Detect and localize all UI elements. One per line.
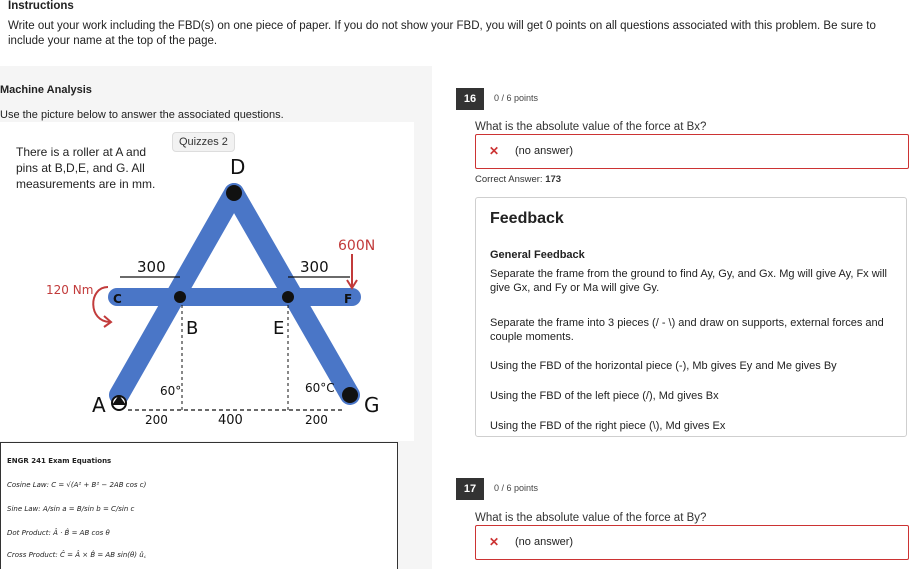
correct-answer-value: 173 xyxy=(545,174,562,185)
correct-answer-label: Correct Answer: xyxy=(475,174,543,185)
label-angle-right: 60°C xyxy=(305,381,335,395)
answer-value: (no answer) xyxy=(515,145,574,157)
question-number: 17 xyxy=(456,478,484,500)
label-dim-400: 400 xyxy=(218,413,243,428)
label-g: G xyxy=(364,393,380,417)
problem-pane[interactable] xyxy=(0,66,432,569)
question-points: 0 / 6 points xyxy=(494,483,539,493)
question-17-text: What is the absolute value of the force at By? xyxy=(475,512,707,524)
label-moment: 120 Nm xyxy=(46,283,94,297)
machine-figure xyxy=(0,122,414,441)
problem-title: Machine Analysis xyxy=(0,84,92,96)
feedback-paragraph: Using the FBD of the horizontal piece (-), Mb gives Ey and Me gives By xyxy=(490,360,837,372)
label-e: E xyxy=(273,318,285,339)
label-d: D xyxy=(230,155,246,179)
incorrect-icon: ✕ xyxy=(489,144,500,158)
question-number: 16 xyxy=(456,88,484,110)
label-dim-300-right: 300 xyxy=(300,258,329,276)
label-dim-200-left: 200 xyxy=(145,413,168,427)
frame-members xyxy=(117,193,352,395)
moment-arrow xyxy=(93,287,110,322)
instructions-heading: Instructions xyxy=(8,0,74,12)
label-dim-200-right: 200 xyxy=(305,413,328,427)
answer-value: (no answer) xyxy=(515,536,574,548)
feedback-paragraph: Using the FBD of the left piece (/), Md gives Bx xyxy=(490,390,719,402)
equations-card xyxy=(0,442,398,569)
question-17-answer[interactable] xyxy=(475,525,909,560)
question-16-answer[interactable] xyxy=(475,134,909,169)
label-f: F xyxy=(344,292,353,306)
pane-divider[interactable] xyxy=(432,66,450,569)
label-angle-left: 60° xyxy=(160,384,182,398)
sine-law: Sine Law: A/sin a = B/sin b = C/sin c xyxy=(7,505,135,513)
cosine-law: Cosine Law: C = √(A² + B² − 2AB cos c) xyxy=(7,481,147,489)
feedback-panel xyxy=(475,197,907,437)
instructions-body: Write out your work including the FBD(s) on one piece of paper. If you do not show your FBD, you will get 0 points on all questions associated with this problem. Be sure to include your name at the top of the page. xyxy=(8,20,876,47)
feedback-subtitle: General Feedback xyxy=(490,249,585,261)
questions-pane[interactable] xyxy=(450,66,909,569)
pin-b xyxy=(174,291,186,303)
question-16-correct-answer xyxy=(475,174,561,185)
instructions-section xyxy=(0,0,909,66)
label-a: A xyxy=(92,393,106,417)
label-c: C xyxy=(113,292,122,306)
question-17-header xyxy=(456,478,909,500)
feedback-paragraph: Separate the frame from the ground to find Ay, Gy, and Gx. Mg will give Ay, Fx will give Gx, and Fy or Ma will give Gy. xyxy=(490,268,887,294)
label-force: 600N xyxy=(338,238,376,254)
question-points: 0 / 6 points xyxy=(494,93,539,103)
pin-d xyxy=(226,185,242,201)
question-16-header xyxy=(456,88,909,110)
feedback-paragraph: Using the FBD of the right piece (\), Md gives Ex xyxy=(490,420,726,432)
label-b: B xyxy=(186,318,199,339)
question-16-text: What is the absolute value of the force at Bx? xyxy=(475,121,707,133)
pin-e xyxy=(282,291,294,303)
problem-subtitle: Use the picture below to answer the associated questions. xyxy=(0,109,284,121)
figure-description: There is a roller at A and pins at B,D,E, and G. All measurements are in mm. xyxy=(16,145,156,191)
cross-product: Cross Product: Ĉ = Â × B̂ = AB sin(θ) û꜀ xyxy=(7,551,147,559)
label-dim-300-left: 300 xyxy=(137,258,166,276)
incorrect-icon: ✕ xyxy=(489,535,500,549)
feedback-title: Feedback xyxy=(490,210,564,227)
feedback-paragraph: Separate the frame into 3 pieces (/ - \) and draw on supports, external forces and couple moments. xyxy=(490,317,884,343)
pin-g xyxy=(342,387,358,403)
quizzes-badge[interactable]: Quizzes 2 xyxy=(172,132,235,152)
dot-product: Dot Product: Â · B̂ = AB cos θ xyxy=(7,529,110,537)
frame-drawing xyxy=(0,122,414,441)
equations-title: ENGR 241 Exam Equations xyxy=(7,457,112,465)
